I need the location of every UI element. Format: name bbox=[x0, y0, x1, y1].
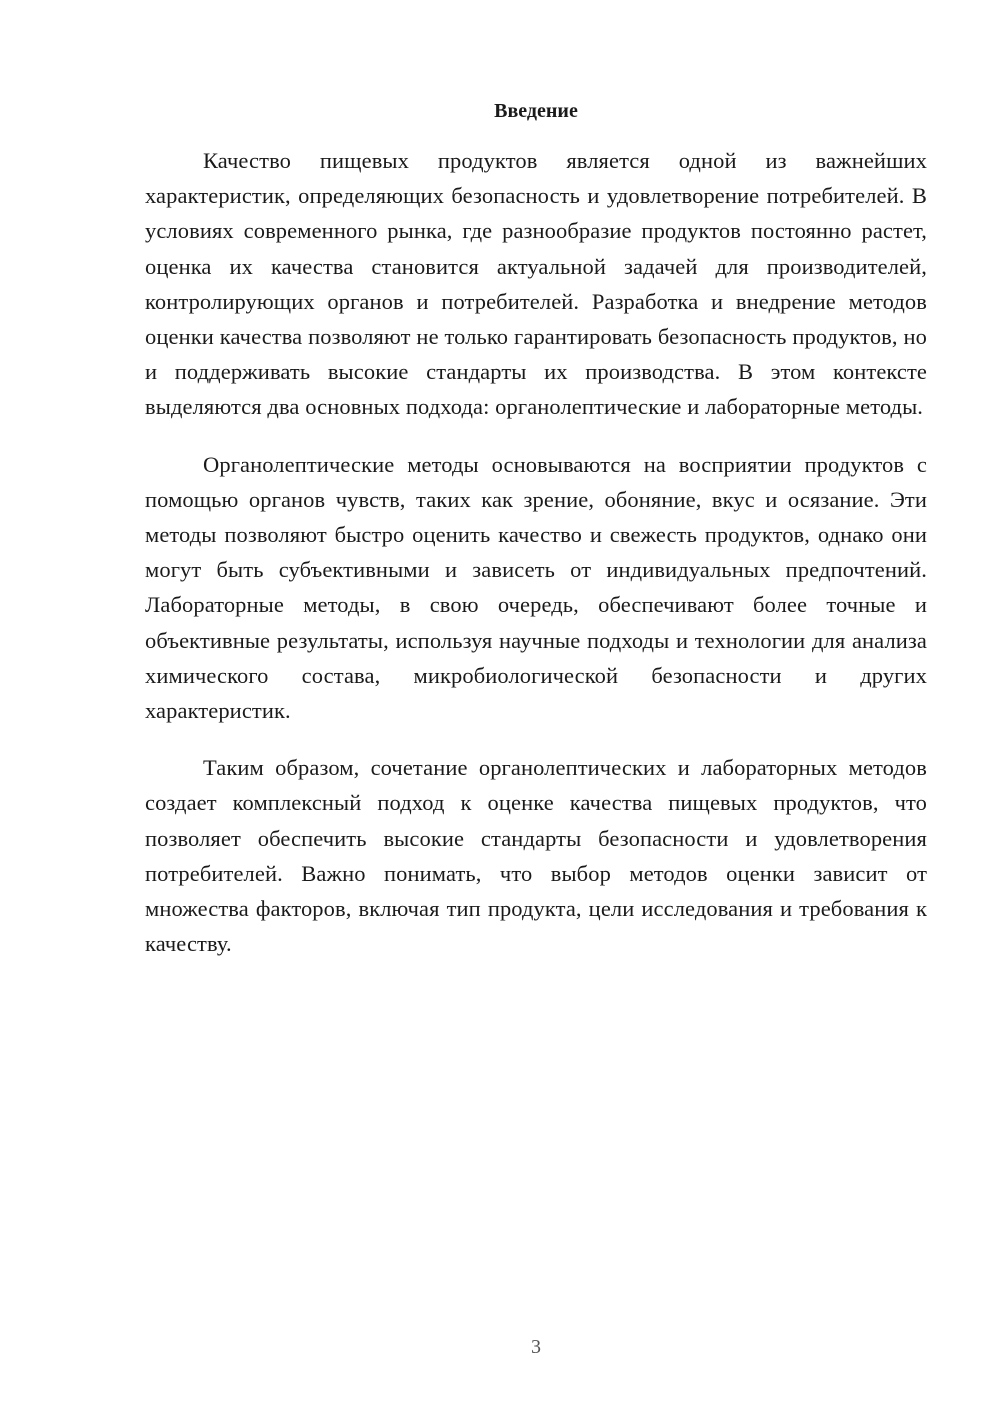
section-heading: Введение bbox=[494, 100, 578, 122]
paragraph-conclusion: Таким образом, сочетание органолептических и лабораторных методов создает комплексный подход к оценке качества пищевых продуктов, что позволяет обеспечить высокие стандарты безопасности и удовлетворения потребителей. Важно понимать, что выбор методов оценки зависит от множества факторов, включая тип продукта, цели исследования и требования к качеству. bbox=[145, 755, 927, 957]
paragraph-intro: Качество пищевых продуктов является одной из важнейших характеристик, определяющих безопасность и удовлетворение потребителей. В условиях современного рынка, где разнообразие продуктов постоянно растет, оценка их качества становится актуальной задачей для производителей, контролирующих органов и потребителей. Разработка и внедрение методов оценки качества позволяют не только гарантировать безопасность продуктов, но и поддерживать высокие стандарты их производства. В этом контексте выделяются два основных подхода: органолептические и лабораторные методы. bbox=[145, 148, 927, 420]
body-text bbox=[145, 143, 927, 983]
page-number: 3 bbox=[531, 1336, 541, 1358]
paragraph-organoleptic-methods: Органолептические методы основываются на восприятии продуктов с помощью органов чувств, таких как зрение, обоняние, вкус и осязание. Эти методы позволяют быстро оценить качество и свежесть продуктов, однако они могут быть субъективными и зависеть от индивидуальных предпочтений. Лабораторные методы, в свою очередь, обеспечивают более точные и объективные результаты, используя научные подходы и технологии для анализа химического состава, микробиологической безопасности и других характеристик. bbox=[145, 451, 927, 724]
